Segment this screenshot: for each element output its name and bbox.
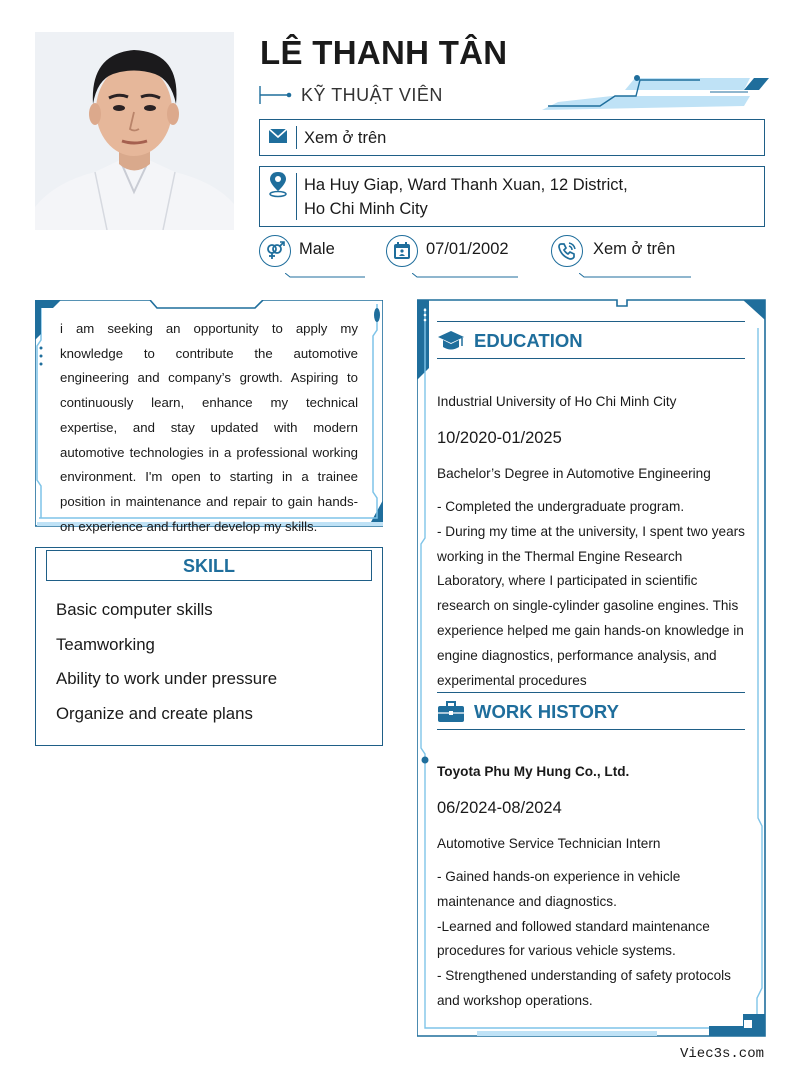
gender-value: Male: [299, 240, 335, 258]
work-details: [437, 865, 749, 1014]
calendar-icon: [386, 235, 418, 267]
skill-list: [56, 600, 277, 739]
objective-text: i am seeking an opportunity to apply my knowledge to contribute the automotive engineering and company’s growth. Aspiring to continuously learn, enhance my technical expertise, and stay updated with modern automotive technologies in a professional working environment. I'm open to starting in a trainee position in maintenance and repair to gain hands-on experience and further develop my skills.: [60, 321, 358, 534]
education-degree: Bachelor’s Degree in Automotive Engineering: [437, 466, 711, 481]
work-heading: WORK HISTORY: [474, 701, 619, 722]
skill-heading: SKILL: [46, 550, 372, 581]
skill-item: Ability to work under pressure: [56, 669, 278, 689]
job-title: KỸ THUẬT VIÊN: [301, 85, 443, 105]
objective-section: [35, 300, 383, 534]
work-position: Automotive Service Technician Intern: [437, 836, 661, 851]
education-details: [437, 495, 749, 693]
gender-icon: [259, 235, 291, 267]
work-detail-item: - Strengthened understanding of safety protocols and workshop operations.: [437, 968, 731, 1008]
address-line-1: Ha Huy Giap, Ward Thanh Xuan, 12 District,: [304, 176, 628, 194]
education-header: [437, 321, 745, 359]
work-period: 06/2024-08/2024: [437, 799, 562, 817]
watermark: Viec3s.com: [679, 1046, 764, 1062]
skill-item: Teamworking: [56, 634, 155, 654]
work-header: [437, 692, 745, 730]
skill-item: Basic computer skills: [56, 600, 213, 619]
envelope-icon: [260, 120, 296, 155]
work-company: Toyota Phu My Hung Co., Ltd.: [437, 764, 630, 779]
work-detail-item: - Gained hands-on experience in vehicle maintenance and diagnostics.: [437, 869, 681, 909]
dob-value: 07/01/2002: [426, 240, 509, 258]
address-box: [259, 166, 765, 227]
gender-item: [259, 235, 379, 277]
graduation-cap-icon: [437, 329, 465, 358]
title-line-decoration: [259, 84, 293, 106]
education-period: 10/2020-01/2025: [437, 429, 562, 447]
phone-item: [551, 235, 701, 277]
profile-photo: [35, 32, 234, 230]
dob-item: [386, 235, 526, 277]
skill-section: [35, 547, 383, 746]
briefcase-icon: [437, 700, 465, 729]
header-decoration: [540, 74, 770, 114]
education-school: Industrial University of Ho Chi Minh City: [437, 394, 677, 409]
education-heading: EDUCATION: [474, 330, 583, 351]
work-detail-item: -Learned and followed standard maintenance procedures for various vehicle systems.: [437, 918, 710, 959]
phone-icon: [551, 235, 583, 267]
email-value[interactable]: Xem ở trên: [304, 129, 387, 147]
education-detail-item: - Completed the undergraduate program.: [437, 499, 685, 514]
education-detail-item: - During my time at the university, I spent two years working in the Thermal Engine Research Laboratory, where I participated in scientific research on single-cylinder gasoline engines. This experience helped me gain hands-on knowledge in engine diagnostics, performance analysis, and experimental procedures: [437, 523, 745, 688]
map-pin-icon: [260, 167, 296, 226]
phone-value[interactable]: Xem ở trên: [593, 240, 676, 258]
email-box: [259, 119, 765, 156]
address-line-2: Ho Chi Minh City: [304, 200, 428, 218]
candidate-name: LÊ THANH TÂN: [260, 34, 508, 71]
skill-item: Organize and create plans: [56, 704, 253, 724]
